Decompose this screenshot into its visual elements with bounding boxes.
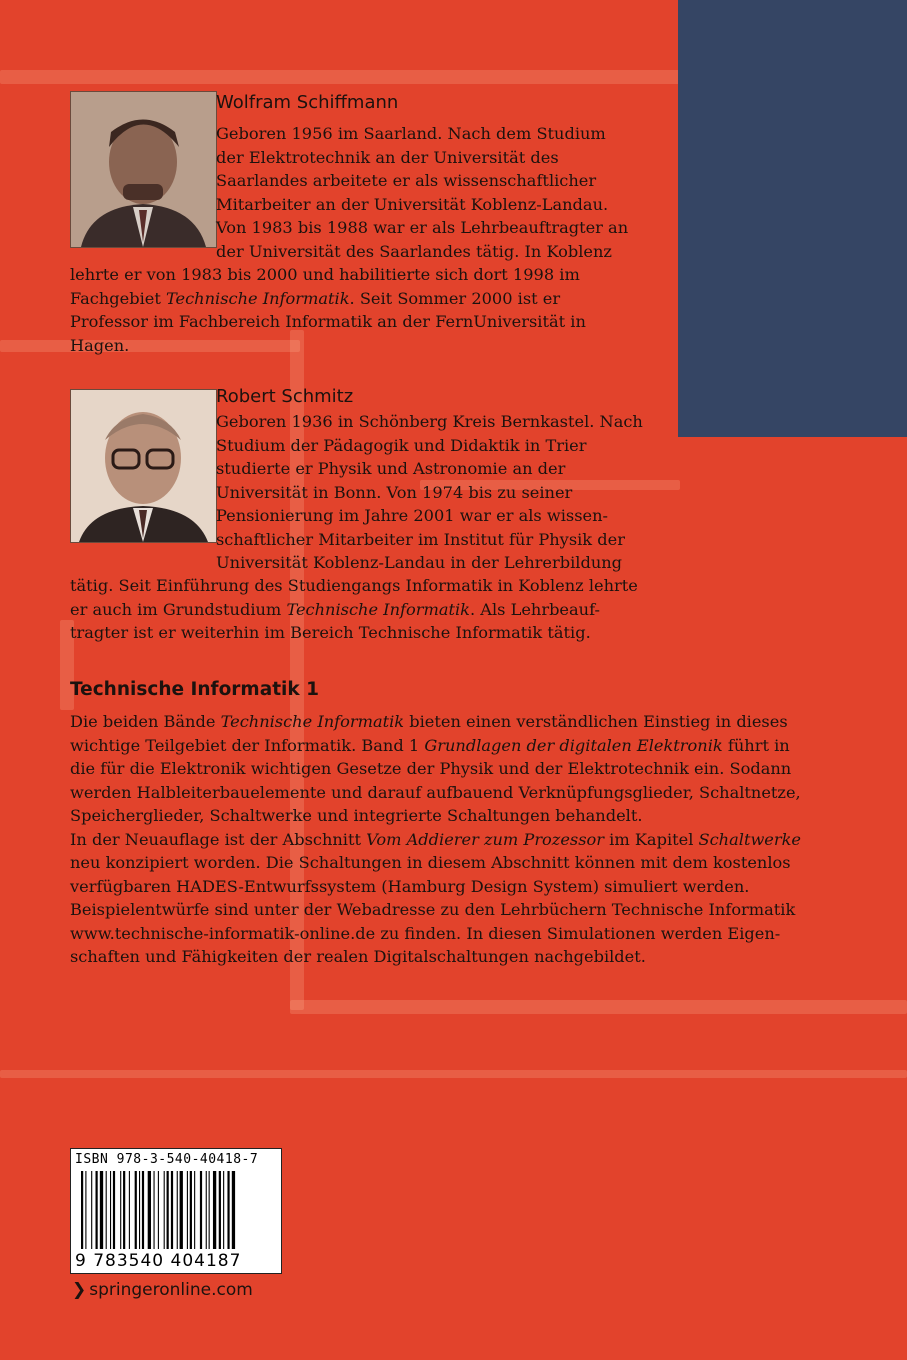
- bio-italic: Technische Informatik: [286, 599, 470, 619]
- barcode-bar: [81, 1171, 83, 1249]
- bg-circuit-line: [290, 1000, 907, 1014]
- bio-line: Universität Koblenz-Landau in der Lehrerbildung: [216, 553, 623, 572]
- barcode-bar: [135, 1171, 137, 1249]
- bio-line: Universität in Bonn. Von 1974 bis zu seiner: [216, 482, 573, 502]
- bio-text: er auch im Grundstudium: [70, 599, 287, 619]
- description-italic: Grundlagen der digitalen Elektronik: [424, 735, 723, 755]
- barcode-bar: [120, 1171, 121, 1249]
- bio-line: der Elektrotechnik an der Universität des: [216, 147, 559, 167]
- description-text: neu konzipiert worden. Die Schaltungen in diesem Abschnitt können mit dem kostenlos: [70, 853, 791, 872]
- description-text: In der Neuauflage ist der Abschnitt: [70, 829, 367, 849]
- description-line: [70, 875, 820, 899]
- barcode-bar: [213, 1171, 216, 1249]
- bio-line: schaftlicher Mitarbeiter im Institut für Physik der: [216, 529, 625, 549]
- bio-text: . Als Lehrbeauf-: [469, 599, 600, 619]
- barcode-bar: [91, 1171, 92, 1249]
- bio-line: studierte er Physik und Astronomie an der: [216, 459, 566, 478]
- barcode-bar: [223, 1171, 224, 1249]
- description-text: Beispielentwürfe sind unter der Webadresse zu den Lehrbüchern Technische Informatik: [70, 900, 796, 919]
- bio-line: Geboren 1956 im Saarland. Nach dem Studium: [216, 124, 606, 143]
- description-line: [70, 851, 820, 875]
- portrait-image: [71, 390, 216, 542]
- barcode-bar: [142, 1171, 144, 1249]
- bio-text: Fachgebiet: [70, 288, 166, 308]
- description-text: führt in: [722, 735, 790, 755]
- barcode-bar: [158, 1171, 159, 1249]
- bio-line: Geboren 1936 in Schönberg Kreis Bernkastel. Nach: [216, 412, 643, 431]
- bio-italic: Technische Informatik: [166, 288, 350, 308]
- description-line: [70, 710, 820, 734]
- portrait-image: [71, 92, 216, 247]
- description-text: wichtige Teilgebiet der Informatik. Band 1: [70, 735, 425, 755]
- author1-photo: [70, 91, 217, 248]
- publisher-url: [72, 1280, 253, 1300]
- description-text: Die beiden Bände: [70, 712, 221, 731]
- description-text: die für die Elektronik wichtigen Gesetze der Physik und der Elektrotechnik ein. Sodann: [70, 759, 792, 778]
- barcode-bar: [219, 1171, 221, 1249]
- barcode-bar: [177, 1171, 178, 1249]
- description-line: [70, 804, 820, 828]
- bio-line: tragter ist er weiterhin im Bereich Technische Informatik tätig.: [70, 623, 591, 642]
- description-italic: Vom Addierer zum Prozessor: [366, 829, 605, 849]
- barcode-bar: [100, 1171, 103, 1249]
- barcode-bars: [81, 1171, 273, 1249]
- author2-photo: [70, 389, 217, 543]
- description-line: [70, 898, 820, 922]
- description-line: [70, 734, 820, 758]
- bio-line: Hagen.: [70, 335, 130, 355]
- barcode-bar: [129, 1171, 130, 1249]
- barcode-bar: [96, 1171, 98, 1249]
- author2-bio-narrow: [216, 410, 656, 575]
- barcode-bar: [209, 1171, 210, 1249]
- bio-line: Professor im Fachbereich Informatik an der FernUniversität in: [70, 312, 586, 331]
- description-text: Speicherglieder, Schaltwerke und integrierte Schaltungen behandelt.: [70, 806, 643, 825]
- barcode-bar: [206, 1171, 207, 1249]
- description-text: im Kapitel: [604, 829, 699, 849]
- author1-bio-wide: [70, 263, 660, 357]
- publisher-url-text: springeronline.com: [89, 1280, 253, 1300]
- bio-line: Pensionierung im Jahre 2001 war er als wissen-: [216, 506, 608, 525]
- bg-circuit-line: [0, 70, 680, 84]
- book-title: Technische Informatik 1: [70, 679, 319, 700]
- barcode-bar: [194, 1171, 195, 1249]
- bio-line: lehrte er von 1983 bis 2000 und habilitierte sich dort 1998 im: [70, 265, 580, 284]
- isbn-label: ISBN 978-3-540-40418-7: [75, 1152, 259, 1167]
- barcode-bar: [180, 1171, 183, 1249]
- author1-name: Wolfram Schiffmann: [216, 92, 399, 113]
- description-line: [70, 781, 820, 805]
- bio-line: Studium der Pädagogik und Didaktik in Trier: [216, 435, 587, 455]
- description-italic: Schaltwerke: [698, 829, 802, 849]
- barcode-bar: [106, 1171, 107, 1249]
- description-text: verfügbaren HADES-Entwurfssystem (Hamburg Design System) simuliert werden.: [70, 876, 750, 896]
- barcode-bar: [148, 1171, 151, 1249]
- bio-line: tätig. Seit Einführung des Studiengangs Informatik in Koblenz lehrte: [70, 576, 638, 595]
- barcode-bar: [200, 1171, 202, 1249]
- barcode-bar: [85, 1171, 86, 1249]
- barcode-bar: [113, 1171, 115, 1249]
- bio-line: [70, 598, 670, 622]
- chevron-right-icon: ❯: [72, 1280, 87, 1300]
- barcode-bar: [154, 1171, 155, 1249]
- author2-name: Robert Schmitz: [216, 386, 354, 407]
- description-text: www.technische-informatik-online.de zu finden. In diesen Simulationen werden Eigen-: [70, 923, 781, 943]
- description-line: [70, 945, 820, 969]
- description-text: werden Halbleiterbauelemente und darauf aufbauend Verknüpfungsglieder, Schaltnetze,: [70, 782, 801, 802]
- barcode-bar: [123, 1171, 125, 1249]
- navy-color-block: [678, 0, 907, 437]
- bio-line: der Universität des Saarlandes tätig. In Koblenz: [216, 241, 612, 261]
- bio-line: Saarlandes arbeitete er als wissenschaftlicher: [216, 171, 597, 190]
- bio-line: Mitarbeiter an der Universität Koblenz-Landau.: [216, 194, 609, 214]
- description-line: [70, 922, 820, 946]
- description-text: schaften und Fähigkeiten der realen Digitalschaltungen nachgebildet.: [70, 947, 646, 966]
- author1-bio-narrow: [216, 122, 656, 263]
- book-description: [70, 710, 820, 969]
- bg-circuit-line: [0, 1070, 907, 1078]
- barcode-bar: [232, 1171, 235, 1249]
- bio-line: Von 1983 bis 1988 war er als Lehrbeauftragter an: [216, 218, 629, 237]
- barcode-digits: 9 783540 404187: [75, 1251, 242, 1271]
- barcode-bar: [187, 1171, 188, 1249]
- author2-bio-wide: [70, 574, 670, 645]
- bio-line: [70, 287, 660, 311]
- description-text: bieten einen verständlichen Einstieg in dieses: [404, 712, 788, 731]
- bio-text: . Seit Sommer 2000 ist er: [349, 288, 561, 308]
- barcode-bar: [139, 1171, 140, 1249]
- description-line: [70, 757, 820, 781]
- barcode-bar: [110, 1171, 111, 1249]
- description-line: [70, 828, 820, 852]
- barcode-bar: [190, 1171, 192, 1249]
- description-italic: Technische Informatik: [220, 712, 405, 731]
- isbn-barcode: [70, 1148, 282, 1274]
- barcode-bar: [227, 1171, 229, 1249]
- barcode-bar: [171, 1171, 173, 1249]
- barcode-bar: [164, 1171, 165, 1249]
- barcode-bar: [167, 1171, 169, 1249]
